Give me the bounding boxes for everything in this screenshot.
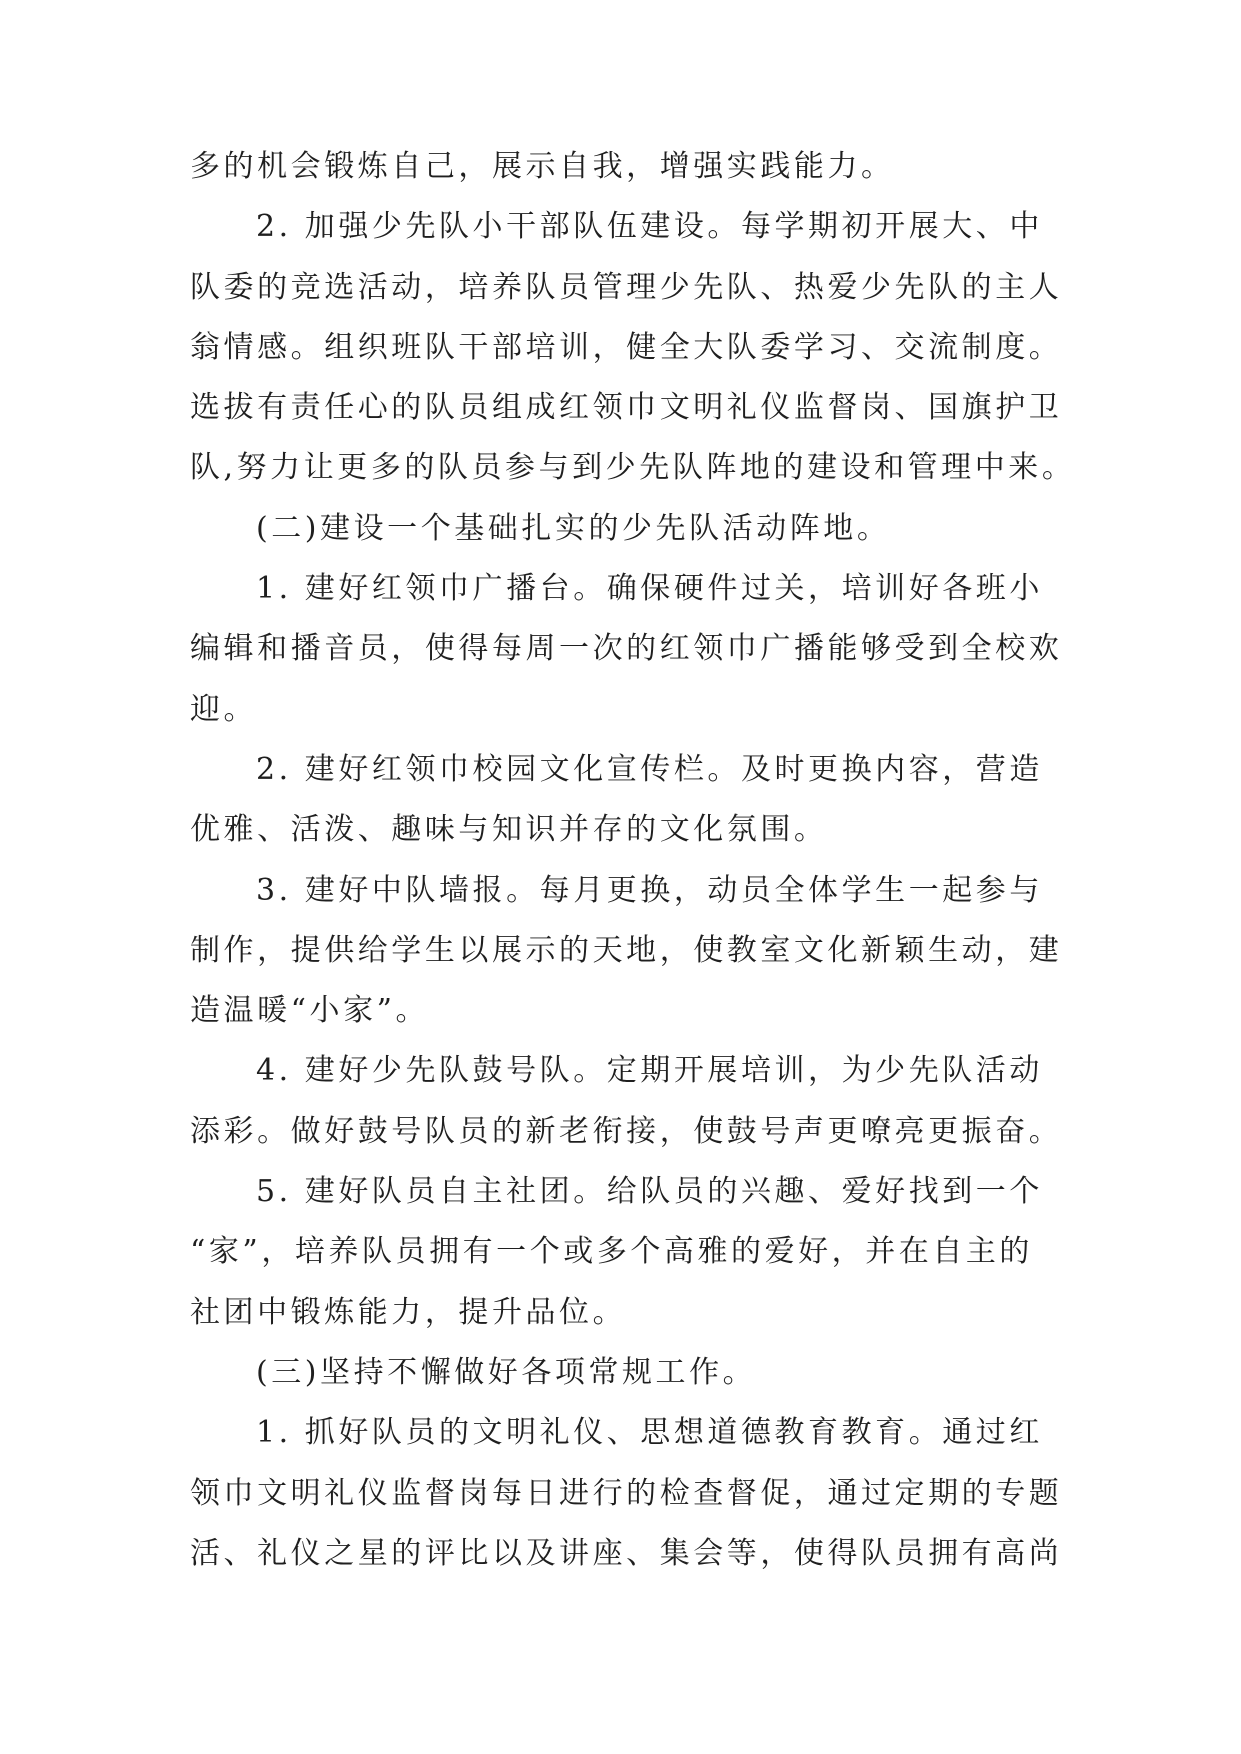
text-line: 制作，提供给学生以展示的天地，使教室文化新颖生动，建 — [190, 932, 1063, 968]
text-line: 添彩。做好鼓号队员的新老衔接，使鼓号声更嘹亮更振奋。 — [190, 1113, 1063, 1149]
text-line: 2. 加强少先队小干部队伍建设。每学期初开展大、中 — [256, 209, 1043, 245]
text-line: 迎。 — [190, 691, 258, 727]
text-line: 活、礼仪之星的评比以及讲座、集会等，使得队员拥有高尚 — [190, 1535, 1063, 1571]
text-line: “家”，培养队员拥有一个或多个高雅的爱好，并在自主的 — [190, 1234, 1033, 1270]
text-line: 多的机会锻炼自己，展示自我，增强实践能力。 — [190, 149, 895, 184]
text-line: 5. 建好队员自主社团。给队员的兴趣、爱好找到一个 — [256, 1174, 1043, 1210]
text-line: 2. 建好红领巾校园文化宣传栏。及时更换内容，营造 — [256, 751, 1043, 787]
text-line: 选拔有责任心的队员组成红领巾文明礼仪监督岗、国旗护卫 — [190, 390, 1063, 426]
text-line: (二)建设一个基础扎实的少先队活动阵地。 — [256, 510, 891, 546]
text-line: 领巾文明礼仪监督岗每日进行的检查督促，通过定期的专题 — [190, 1475, 1063, 1511]
text-line: 造温暖“小家”。 — [190, 993, 430, 1029]
text-line: 社团中锻炼能力，提升品位。 — [190, 1294, 627, 1330]
text-line: 4. 建好少先队鼓号队。定期开展培训，为少先队活动 — [256, 1053, 1043, 1089]
text-line: 1. 抓好队员的文明礼仪、思想道德教育教育。通过红 — [256, 1415, 1043, 1451]
text-line: 队委的竞选活动，培养队员管理少先队、热爱少先队的主人 — [190, 269, 1063, 305]
text-line: 优雅、活泼、趣味与知识并存的文化氛围。 — [190, 812, 828, 848]
text-line: 1. 建好红领巾广播台。确保硬件过关，培训好各班小 — [256, 571, 1043, 607]
text-line: 翁情感。组织班队干部培训，健全大队委学习、交流制度。 — [190, 329, 1063, 365]
text-line: 队,努力让更多的队员参与到少先队阵地的建设和管理中来。 — [190, 450, 1076, 486]
text-line: 编辑和播音员，使得每周一次的红领巾广播能够受到全校欢 — [190, 631, 1063, 667]
document-body — [190, 149, 1076, 1599]
text-line: (三)坚持不懈做好各项常规工作。 — [256, 1354, 757, 1390]
text-line: 3. 建好中队墙报。每月更换，动员全体学生一起参与 — [256, 872, 1043, 908]
